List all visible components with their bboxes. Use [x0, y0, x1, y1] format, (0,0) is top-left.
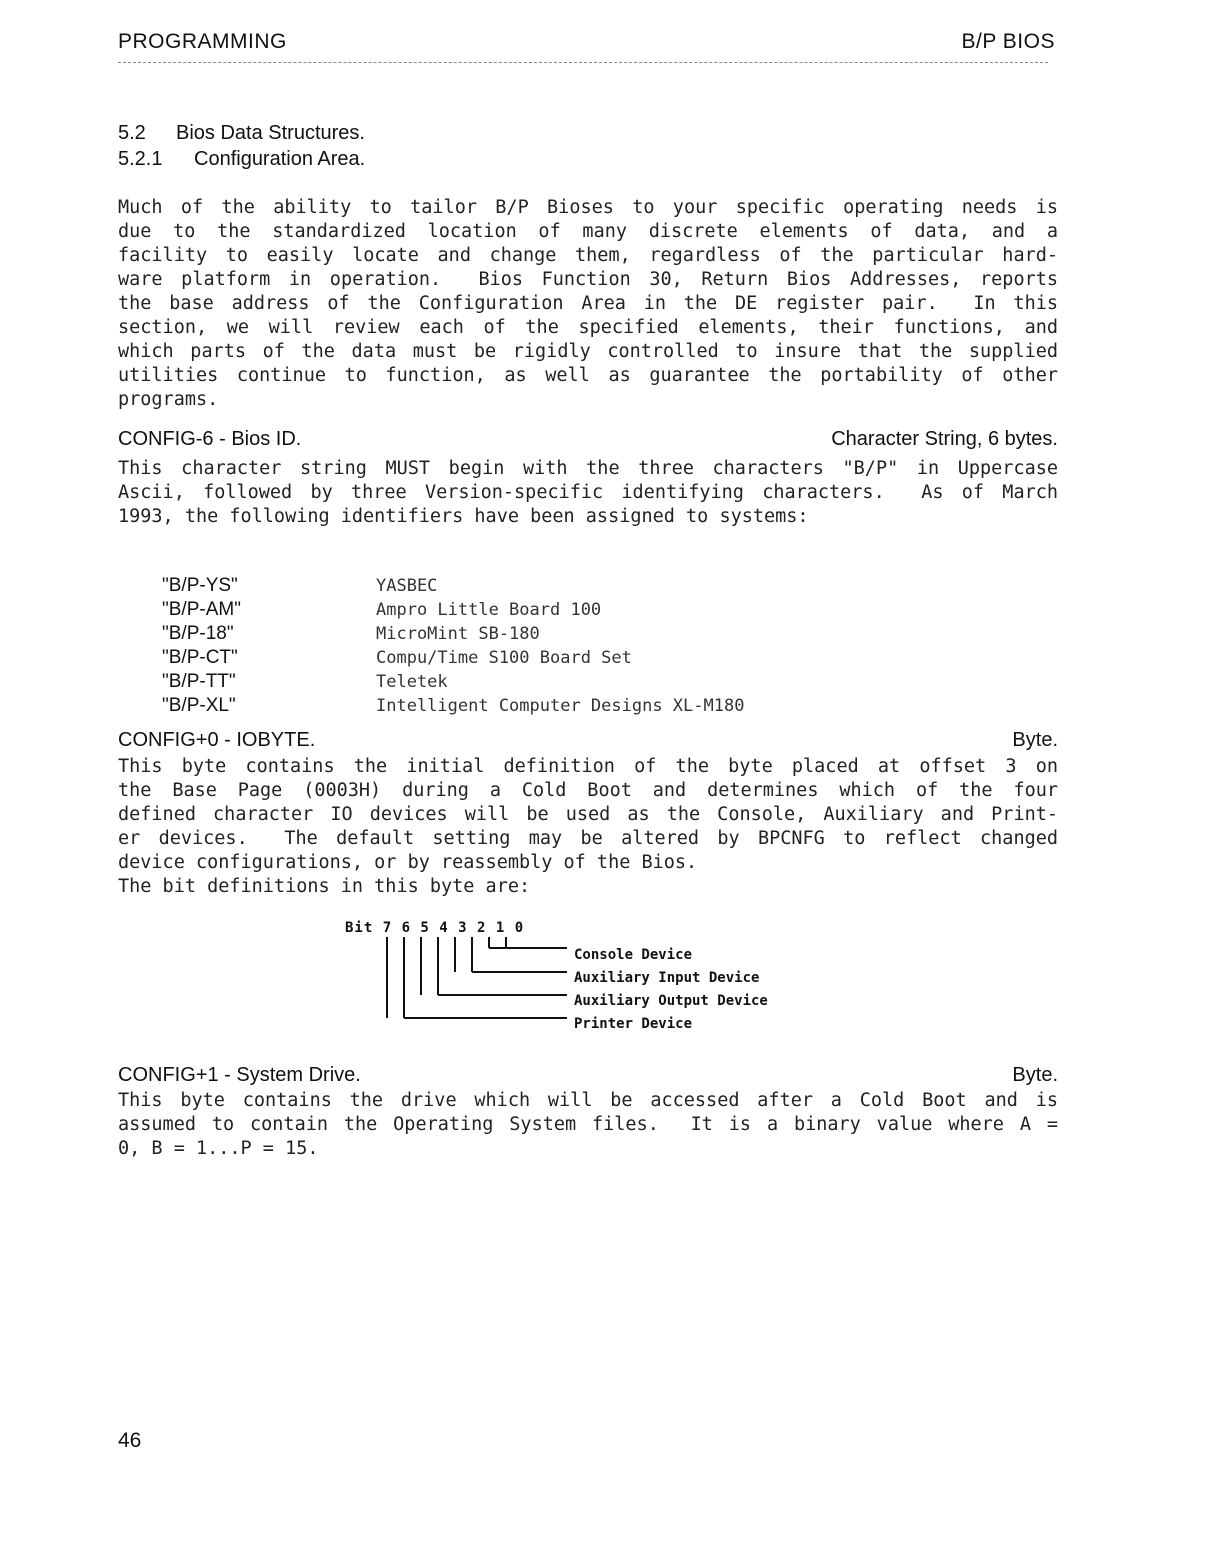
page-number: 46 [118, 1429, 142, 1452]
bios-id-code: "B/P-CT" [162, 647, 238, 668]
bios-id-code: "B/P-18" [162, 623, 234, 644]
config-0-heading [118, 729, 1058, 752]
text-line: The bit definitions in this byte are: [118, 876, 531, 897]
text-line: 1993, the following identifiers have been assigned to systems: [118, 506, 809, 527]
bios-id-system: Ampro Little Board 100 [376, 600, 602, 620]
text-line: er devices. The default setting may be altered by BPCNFG to reflect changed [118, 828, 1058, 849]
bios-id-row [162, 670, 744, 694]
bios-id-system: Compu/Time S100 Board Set [376, 648, 632, 668]
bit-field-label: Console Device [574, 947, 693, 963]
bios-id-row [162, 622, 744, 646]
text-line: ware platform in operation. Bios Function 30, Return Bios Addresses, reports [118, 269, 1058, 290]
config-type: Byte. [1012, 1064, 1058, 1086]
subsection-number: 5.2.1 [118, 148, 163, 170]
text-line: This byte contains the initial definition of the byte placed at offset 3 on [118, 756, 1058, 777]
config-1-paragraph [118, 1089, 1058, 1161]
bios-id-system: Intelligent Computer Designs XL-M180 [376, 696, 745, 716]
text-line: Ascii, followed by three Version-specific identifying characters. As of March [118, 482, 1058, 503]
bios-id-code: "B/P-AM" [162, 599, 241, 620]
bit-field-label: Auxiliary Output Device [574, 993, 768, 1009]
subsection-title: Configuration Area. [194, 148, 366, 170]
config-minus6-heading [118, 428, 1058, 451]
text-line: This byte contains the drive which will be accessed after a Cold Boot and is [118, 1090, 1058, 1111]
intro-paragraph [118, 196, 1058, 412]
bios-id-row [162, 694, 744, 718]
bios-id-system: MicroMint SB-180 [376, 624, 540, 644]
text-line: due to the standardized location of many discrete elements of data, and a [118, 221, 1058, 242]
bios-id-code: "B/P-YS" [162, 575, 238, 596]
section-number: 5.2 [118, 122, 146, 144]
page-header-left: PROGRAMMING [118, 30, 287, 53]
section-title: Bios Data Structures. [176, 122, 365, 144]
config-label: CONFIG+0 - IOBYTE. [118, 729, 316, 751]
config-type: Character String, 6 bytes. [831, 428, 1058, 450]
config-0-paragraph [118, 755, 1058, 899]
bios-id-system: YASBEC [376, 576, 438, 596]
iobyte-bit-diagram [345, 920, 825, 1040]
config-minus6-paragraph [118, 457, 1058, 529]
bit-header: Bit 7 6 5 4 3 2 1 0 [345, 920, 525, 936]
text-line: defined character IO devices will be used as the Console, Auxiliary and Print- [118, 804, 1058, 825]
text-line: the Base Page (0003H) during a Cold Boot and determines which of the four [118, 780, 1058, 801]
section-heading [118, 122, 365, 145]
bit-bracket-lines [345, 920, 575, 1040]
text-line: This character string MUST begin with the three characters "B/P" in Uppercase [118, 458, 1058, 479]
config-label: CONFIG+1 - System Drive. [118, 1064, 361, 1086]
subsection-heading [118, 148, 365, 171]
bios-id-row [162, 646, 744, 670]
config-type: Byte. [1012, 729, 1058, 751]
text-line: utilities continue to function, as well as guarantee the portability of other [118, 365, 1058, 386]
config-1-heading [118, 1064, 1058, 1087]
header-rule [118, 62, 1048, 63]
config-label: CONFIG-6 - Bios ID. [118, 428, 302, 450]
bit-field-label: Auxiliary Input Device [574, 970, 760, 986]
bit-field-label: Printer Device [574, 1016, 693, 1032]
text-line: facility to easily locate and change them, regardless of the particular hard- [118, 245, 1058, 266]
text-line: which parts of the data must be rigidly controlled to insure that the supplied [118, 341, 1058, 362]
bios-id-row [162, 574, 744, 598]
bios-id-row [162, 598, 744, 622]
text-line: section, we will review each of the specified elements, their functions, and [118, 317, 1058, 338]
text-line: the base address of the Configuration Area in the DE register pair. In this [118, 293, 1058, 314]
text-line: programs. [118, 389, 219, 410]
text-line: assumed to contain the Operating System files. It is a binary value where A = [118, 1114, 1058, 1135]
text-line: 0, B = 1...P = 15. [118, 1138, 319, 1159]
bios-id-table [162, 574, 744, 718]
bios-id-system: Teletek [376, 672, 448, 692]
text-line: device configurations, or by reassembly of the Bios. [118, 852, 698, 873]
bios-id-code: "B/P-XL" [162, 695, 236, 716]
bios-id-code: "B/P-TT" [162, 671, 236, 692]
page-header-right: B/P BIOS [961, 30, 1055, 53]
text-line: Much of the ability to tailor B/P Bioses to your specific operating needs is [118, 197, 1058, 218]
